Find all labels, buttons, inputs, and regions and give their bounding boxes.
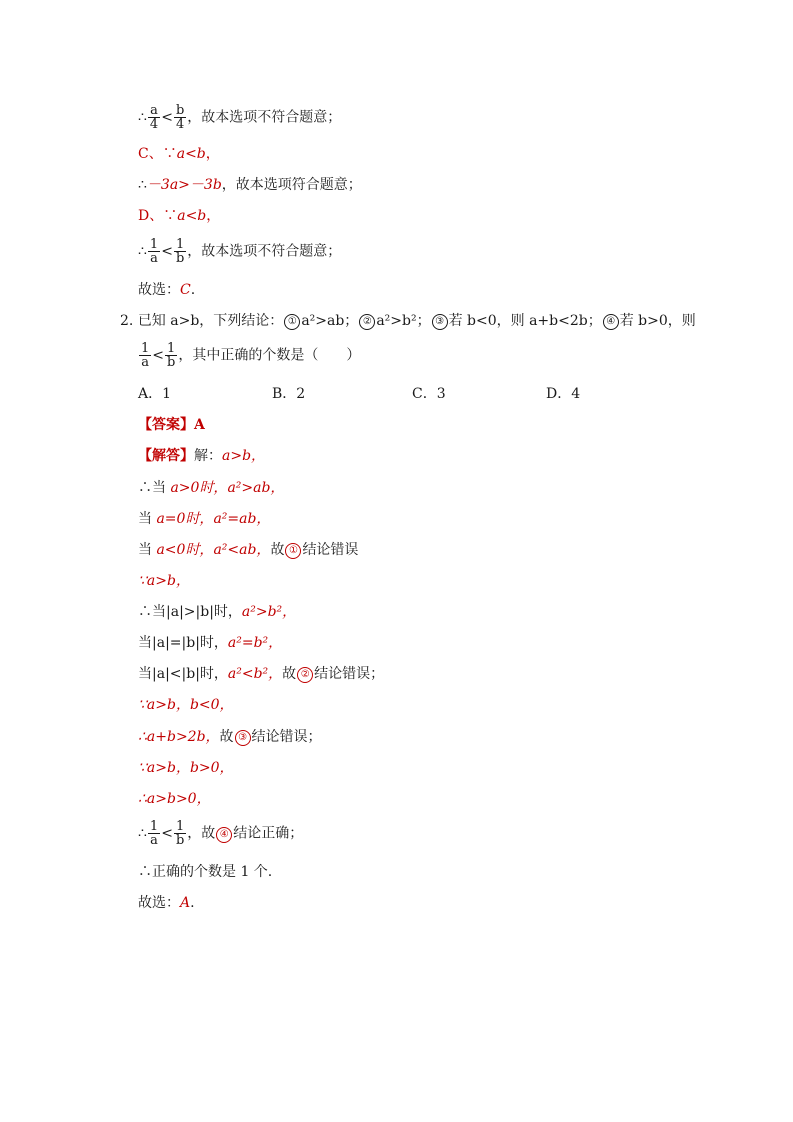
circled-2: ② [297, 667, 313, 683]
answer-value: A [180, 895, 191, 911]
math-expr: a>0时， [170, 480, 228, 496]
therefore-symbol: ∴ [138, 177, 147, 193]
text: ，故 [187, 825, 216, 842]
question-number: 2. [120, 313, 134, 329]
text: ∴当 [138, 480, 171, 496]
fraction-1-over-b [174, 820, 186, 847]
step-reciprocal [138, 238, 341, 265]
solution-line-10: ∵a>b，b>0， [138, 760, 234, 776]
text: 当 [138, 542, 157, 558]
frac-num: 1 [149, 819, 159, 834]
frac-den: 4 [149, 117, 159, 132]
punct: ， [206, 208, 221, 224]
circled-3: ③ [235, 730, 251, 746]
circled-2: ② [359, 314, 375, 330]
frac-num: a [148, 104, 160, 118]
solution-line-9 [138, 727, 322, 747]
frac-num: b [175, 103, 185, 118]
text: 当|a|<|b|时， [138, 666, 228, 682]
frac-den: a [141, 355, 150, 370]
solution-line-12 [138, 820, 303, 847]
circled-1: ① [285, 543, 301, 559]
answer-value: C [180, 282, 191, 298]
fraction-1-over-a [148, 820, 160, 847]
step-comment: ，故本选项不符合题意； [187, 109, 342, 126]
frac-den: a [150, 833, 158, 848]
option-label: D、∵ [138, 208, 178, 224]
answer-line [138, 415, 205, 435]
claim-4: 若 b>0，则 [619, 313, 696, 329]
frac-num: 1 [149, 237, 159, 252]
circled-4: ④ [216, 827, 232, 843]
math-expr: a=0时， [156, 511, 214, 527]
solution-line-11: ∴a>b>0， [138, 791, 211, 807]
math-expr: a²<b²， [227, 666, 283, 682]
frac-num: 1 [165, 342, 177, 356]
question-2-line-2 [138, 342, 360, 369]
prev-answer-line [138, 280, 195, 300]
text: 结论正确； [233, 825, 304, 842]
math-expr: a²>b²， [241, 604, 297, 620]
answer-tag: 【答案】 [138, 417, 194, 433]
option-a: A．1 [138, 386, 172, 402]
frac-den: a [150, 251, 158, 266]
step-minus3a [138, 175, 362, 195]
text: 当 [138, 511, 157, 527]
option-c-line [138, 144, 220, 164]
text: ∴当|a|>|b|时， [138, 604, 242, 620]
frac-den: b [167, 355, 176, 370]
therefore-symbol: ∴ [138, 109, 147, 126]
claim-1: a²>ab； [301, 313, 359, 329]
frac-num: 1 [174, 820, 186, 834]
solution-line-4: ∵a>b， [138, 573, 190, 589]
text: 结论错误 [302, 542, 359, 558]
text: ∴ [138, 825, 147, 842]
solution-line-7 [138, 664, 384, 684]
frac-den: b [175, 833, 185, 848]
text: 结论错误； [251, 729, 322, 745]
question-stem-tail: ，其中正确的个数是（ ） [178, 347, 361, 364]
question-intro: 已知 a>b，下列结论： [137, 313, 284, 329]
text: 结论错误； [314, 666, 385, 682]
question-2-line-1 [120, 311, 696, 331]
solution-line-6 [138, 633, 282, 653]
option-c: C．3 [412, 386, 446, 402]
circled-1: ① [284, 314, 300, 330]
solution-intro: 解： [194, 448, 222, 464]
math-expr: a²>ab， [227, 480, 285, 496]
circled-4: ④ [603, 314, 619, 330]
solution-line-3 [138, 540, 358, 560]
math-expr: a<b [176, 146, 206, 162]
text: 故 [270, 542, 285, 558]
text: 故 [282, 666, 297, 682]
fraction-1-over-b [165, 342, 177, 369]
less-than: < [161, 825, 173, 842]
less-than: < [152, 347, 165, 364]
solution-line-0 [138, 446, 265, 466]
option-label: C、∵ [138, 146, 177, 162]
frac-num: 1 [174, 238, 186, 252]
math-expr: a<0时， [156, 542, 214, 558]
solution-line-13: ∴正确的个数是 1 个. [138, 864, 273, 880]
fraction-b-over-4 [174, 104, 186, 131]
solution-line-8: ∵a>b，b<0， [138, 697, 234, 713]
step-comment: ，故本选项不符合题意； [187, 243, 342, 260]
fraction-a-over-4 [148, 104, 160, 131]
text: 故 [219, 729, 234, 745]
therefore-symbol: ∴ [138, 243, 147, 260]
fraction-1-over-b [174, 238, 186, 265]
answer-label: 故选： [138, 282, 180, 298]
frac-num: 1 [141, 341, 150, 356]
text: 故选： [138, 895, 180, 911]
fraction-1-over-a [139, 342, 151, 369]
claim-2: a²>b²； [376, 313, 431, 329]
answer-value: A [194, 417, 205, 433]
math-expr: a²=b²， [227, 635, 283, 651]
math-expr: a²=ab， [213, 511, 271, 527]
punct: ， [205, 146, 220, 162]
option-b: B．2 [272, 386, 306, 402]
math-expr: －3a>－3b [146, 177, 222, 193]
option-d-line [138, 206, 220, 226]
option-d: D．4 [546, 386, 581, 402]
punct: . [190, 282, 196, 298]
math-expr: a>b， [222, 448, 266, 464]
frac-den: 4 [175, 117, 185, 132]
less-than: < [161, 109, 173, 126]
step-comment: ，故本选项符合题意； [221, 177, 362, 193]
solution-line-2 [138, 509, 270, 529]
solution-line-5 [138, 602, 296, 622]
math-expr: a<b [177, 208, 207, 224]
step-a4-b4 [138, 104, 341, 131]
math-expr: a²<ab， [213, 542, 271, 558]
solution-line-14 [138, 893, 195, 913]
circled-3: ③ [432, 314, 448, 330]
fraction-1-over-a [148, 238, 160, 265]
frac-den: b [175, 251, 185, 266]
text: . [190, 895, 195, 911]
text: 当|a|=|b|时， [138, 635, 228, 651]
solution-tag: 【解答】 [138, 448, 194, 464]
math-expr: ∴a+b>2b， [138, 729, 220, 745]
claim-3: 若 b<0，则 a+b<2b； [448, 313, 602, 329]
less-than: < [161, 243, 173, 260]
solution-line-1 [138, 478, 284, 498]
